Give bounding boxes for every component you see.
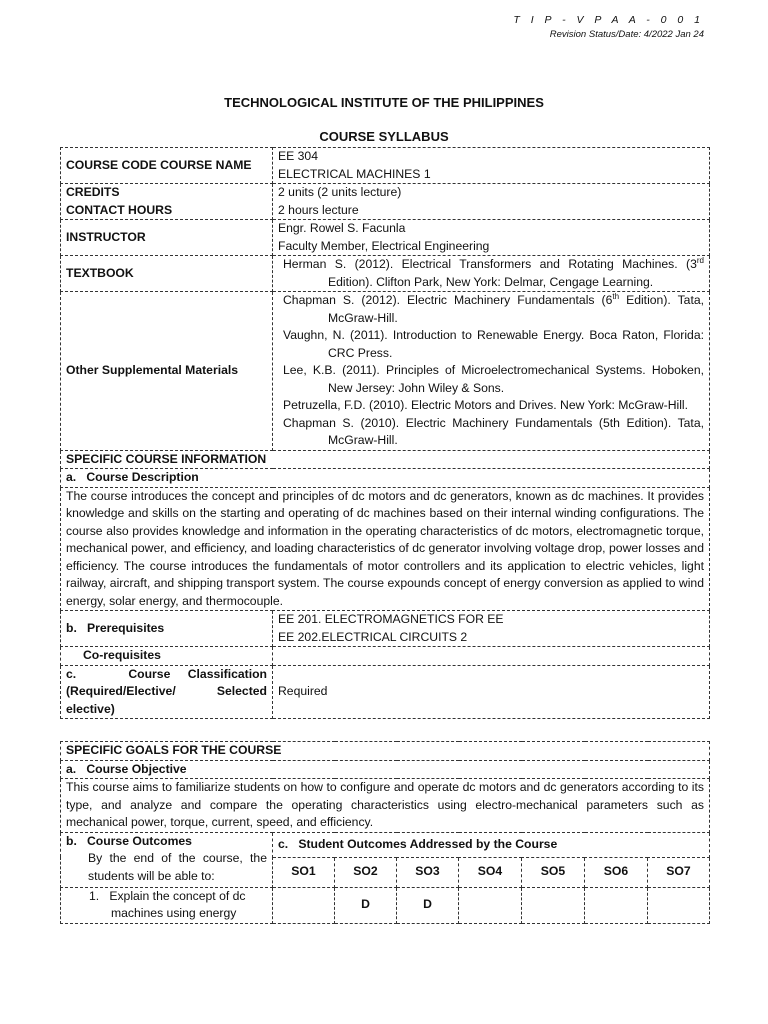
course-code-label: COURSE CODE COURSE NAME [61, 148, 273, 184]
textbook-entry [278, 256, 704, 291]
goals-heading-row [61, 742, 710, 761]
outcome-1-so7 [648, 887, 710, 923]
instructor-name: Engr. Rowel S. Facunla [278, 221, 406, 235]
instructor-cell [273, 220, 710, 256]
instructor-row [61, 220, 710, 256]
so-header: SO4 [459, 857, 522, 887]
outcome-1-so6 [585, 887, 648, 923]
document-code: T I P - V P A A - 0 0 1 [513, 14, 704, 26]
outcome-1-label: 1. Explain the concept of dc machines using energy [89, 888, 246, 920]
goals-heading: SPECIFIC GOALS FOR THE COURSE [61, 742, 710, 761]
specific-info-heading: SPECIFIC COURSE INFORMATION [61, 450, 710, 469]
course-description-label: a. Course Description [61, 469, 710, 488]
course-goals-table [60, 741, 710, 924]
document-title: COURSE SYLLABUS [319, 129, 449, 144]
corequisites-value [273, 647, 710, 666]
description-row [61, 487, 710, 611]
specific-info-heading-row [61, 450, 710, 469]
course-code-cell [273, 148, 710, 184]
objective-label-row [61, 760, 710, 779]
instructor-role: Faculty Member, Electrical Engineering [278, 238, 490, 253]
outcome-row-1 [61, 887, 710, 923]
prerequisites-label: b. Prerequisites [61, 611, 273, 647]
credits-cell [273, 184, 710, 220]
outcomes-header-row [61, 832, 710, 857]
course-code-row [61, 148, 710, 184]
course-info-table [60, 147, 710, 719]
classification-value: Required [273, 665, 710, 719]
course-outcomes-intro: By the end of the course, the students will be able to: [88, 851, 267, 883]
course-objective: This course aims to familiarize students on how to configure and operate dc motors and dc generators according to its type, and analyze and compare the operating characteristics using electro-mechanical parameters such as mechanical power, torque, current, speed, and efficiency. [61, 779, 710, 833]
textbook-superscript: rd [696, 255, 704, 265]
supplemental-row [61, 292, 710, 451]
institution-name: TECHNOLOGICAL INSTITUTE OF THE PHILIPPINES [224, 95, 544, 110]
supplemental-entry-1 [278, 292, 704, 327]
credits-label: CREDITS [66, 185, 120, 199]
course-outcomes-label: b. Course Outcomes [66, 833, 192, 848]
so-header: SO3 [397, 857, 459, 887]
outcome-1-so5 [522, 887, 585, 923]
classification-row [61, 665, 710, 719]
course-description: The course introduces the concept and principles of dc motors and dc generators, known as dc machines. It provides knowledge and skills on the starting and operating of dc machines based on their internal winding configurations. The course also provides knowledge and information in the operating characteristics of dc motors, electromagnetic torque, mechanical power, and efficiency, and loading characteristics of dc generator involving voltage drop, power losses and efficiency. The course introduces the fundamentals of motor controllers and its application to electric vehicles, light railway, aircraft, and shipping transport system. The course expounds concept of energy conversion as applied to wind energy, solar energy, and thermocouple. [61, 487, 710, 611]
supplemental-entry-2: Vaughn, N. (2011). Introduction to Renewable Energy. Boca Raton, Florida: CRC Press. [283, 328, 704, 360]
credits-row [61, 184, 710, 220]
supplemental-1-text-a: Chapman S. (2012). Electric Machinery Fundamentals (6 [283, 293, 613, 307]
so-header: SO7 [648, 857, 710, 887]
textbook-cell [273, 256, 710, 292]
corequisites-row [61, 647, 710, 666]
supplemental-1-text-b: Edition). Tata, McGraw-Hill. [328, 293, 704, 325]
outcome-1-so3: D [397, 887, 459, 923]
supplemental-label: Other Supplemental Materials [61, 292, 273, 451]
prerequisite-2: EE 202.ELECTRICAL CIRCUITS 2 [278, 629, 468, 644]
prerequisite-1: EE 201. ELECTROMAGNETICS FOR EE [278, 612, 504, 626]
student-outcomes-label: c. Student Outcomes Addressed by the Course [273, 832, 710, 857]
prerequisites-row [61, 611, 710, 647]
outcome-1-so4 [459, 887, 522, 923]
so-header: SO2 [335, 857, 397, 887]
so-header: SO6 [585, 857, 648, 887]
outcome-1-so1 [273, 887, 335, 923]
supplemental-entry-3: Lee, K.B. (2011). Principles of Microelectromechanical Systems. Hoboken, New Jersey: John Wiley & Sons. [283, 363, 704, 395]
textbook-text-b: Edition). Clifton Park, New York: Delmar, Cengage Learning. [328, 274, 654, 289]
textbook-label: TEXTBOOK [61, 256, 273, 292]
so-header: SO1 [273, 857, 335, 887]
classification-label: c. Course Classification (Required/Elective/ Selected elective) [61, 665, 273, 719]
supplemental-1-superscript: th [612, 291, 620, 301]
supplemental-entry-4: Petruzella, F.D. (2010). Electric Motors and Drives. New York: McGraw-Hill. [283, 398, 689, 412]
outcome-1-so2: D [335, 887, 397, 923]
course-code: EE 304 [278, 149, 318, 163]
course-name: ELECTRICAL MACHINES 1 [278, 166, 431, 181]
description-label-row [61, 469, 710, 488]
supplemental-cell [273, 292, 710, 451]
contact-hours-value: 2 hours lecture [278, 202, 359, 217]
credits-label-cell [61, 184, 273, 220]
textbook-row [61, 256, 710, 292]
revision-status: Revision Status/Date: 4/2022 Jan 24 [549, 29, 704, 40]
prerequisites-cell [273, 611, 710, 647]
instructor-label: INSTRUCTOR [61, 220, 273, 256]
corequisites-label: Co-requisites [61, 647, 273, 666]
credits-value: 2 units (2 units lecture) [278, 185, 402, 199]
so-header: SO5 [522, 857, 585, 887]
outcomes-label-cell [61, 832, 273, 887]
supplemental-entry-5: Chapman S. (2010). Electric Machinery Fundamentals (5th Edition). Tata, McGraw-Hill. [283, 415, 704, 447]
objective-row [61, 779, 710, 833]
contact-hours-label: CONTACT HOURS [66, 202, 173, 217]
course-objective-label: a. Course Objective [61, 760, 710, 779]
outcome-1-text [61, 887, 273, 923]
textbook-text-a: Herman S. (2012). Electrical Transformers and Rotating Machines. (3 [283, 257, 697, 271]
